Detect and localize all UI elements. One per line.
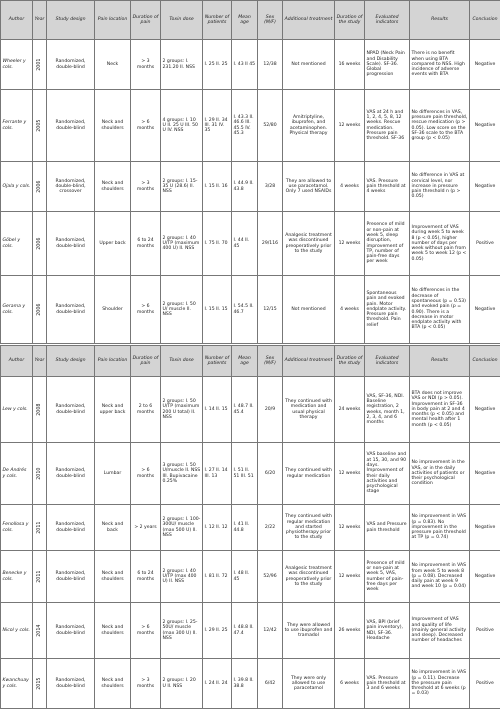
year-cell: [33, 40, 47, 90]
study-duration-cell: 4 weeks: [335, 162, 365, 212]
toxin-dose-cell: 2 groups: I. 40 U/TP (maximum 400 U) II. NSS: [161, 212, 203, 276]
header-year: Year: [33, 346, 47, 377]
study-duration-cell: 12 weeks: [335, 90, 365, 162]
author-cell: Fenollosa y cols.: [1, 505, 33, 551]
mean-age-cell: I. 51 II. 51 III. 51: [232, 443, 258, 505]
study-duration-cell: 12 weeks: [335, 443, 365, 505]
header-conclusion: Conclusion: [470, 346, 500, 377]
table-row: [1, 90, 500, 162]
mean-age-cell: I. 44.9 II. 43.8: [232, 162, 258, 212]
conclusion-cell: Negative: [470, 162, 500, 212]
duration-of-pain-cell: > 3 months: [131, 40, 161, 90]
additional-treatment-cell: Analgesic treatment was discontinued preoperatively prior to the study: [283, 551, 335, 603]
duration-of-pain-cell: > 6 months: [131, 276, 161, 344]
patients-cell: I. 29 II. 25: [203, 603, 232, 659]
results-cell: Improvement of VAS during week 5 to week 8 (p < 0.05), higher number of days per week without pain from week 5 to week 12 (p < 0.05): [410, 212, 470, 276]
additional-treatment-cell: They are allowed to use paracetamol. Only 7 used NSAIDs: [283, 162, 335, 212]
author-cell: Gerama y cols.: [1, 276, 33, 344]
patients-cell: I. 75 II. 70: [203, 212, 232, 276]
mean-age-cell: I. 43 II 45: [232, 40, 258, 90]
author-cell: Wheeler y cols.: [1, 40, 33, 90]
additional-treatment-cell: They continued with medication and usual physical therapy: [283, 377, 335, 443]
evaluated-indicators-cell: VAS and Pressure pain threshold: [365, 505, 410, 551]
year-label: 2006: [37, 303, 42, 316]
conclusion-cell: Positive: [470, 603, 500, 659]
header-study-design: Study design: [47, 1, 95, 40]
conclusion-cell: Negative: [470, 276, 500, 344]
additional-treatment-cell: Not mentioned: [283, 40, 335, 90]
header-mean-age: Mean age: [232, 346, 258, 377]
results-cell: There is no benefit when using BTA compared to NSS. High incidence of adverse events with BTA: [410, 40, 470, 90]
duration-of-pain-cell: > 6 months: [131, 443, 161, 505]
table-row: [1, 505, 500, 551]
mean-age-cell: I. 54.5 II. 46.7: [232, 276, 258, 344]
year-cell: [33, 377, 47, 443]
study-duration-cell: 26 weeks: [335, 603, 365, 659]
study-duration-cell: 16 weeks: [335, 40, 365, 90]
mean-age-cell: I. 48.7 II. 45.4: [232, 377, 258, 443]
sex-cell: 52/80: [258, 90, 283, 162]
mean-age-cell: I. 39.8 II. 38.8: [232, 659, 258, 709]
studies-table-a: [0, 0, 500, 344]
study-design-cell: Randomized, double-blind: [47, 276, 95, 344]
study-design-cell: Randomized, double-blind: [47, 40, 95, 90]
duration-of-pain-cell: > 3 months: [131, 162, 161, 212]
table-row: [1, 212, 500, 276]
evaluated-indicators-cell: VAS, SF-36, NDI. Baseline registration, 2 weeks, month 1, 2, 3, 4, and 6 months: [365, 377, 410, 443]
header-mean-age: Mean age: [232, 1, 258, 40]
author-cell: Nicol y cols.: [1, 603, 33, 659]
duration-of-pain-cell: > 6 months: [131, 603, 161, 659]
patients-cell: I. 12 II. 12: [203, 505, 232, 551]
duration-of-pain-cell: 2 to 6 months: [131, 377, 161, 443]
study-duration-cell: 12 weeks: [335, 551, 365, 603]
year-cell: [33, 212, 47, 276]
header-duration-of-study: Duration of the study: [335, 1, 365, 40]
study-design-cell: Randomized, double-blind: [47, 603, 95, 659]
additional-treatment-cell: Not mentioned: [283, 276, 335, 344]
pain-location-cell: Shoulder: [95, 276, 131, 344]
pain-location-cell: Neck and shoulders: [95, 90, 131, 162]
results-cell: No differences in VAS, pressure pain threshold, rescue medication (p > 0.05). Low score on the SF-36 scale to the BTA group (p < 0.05): [410, 90, 470, 162]
year-label: 2014: [37, 624, 42, 637]
table-row: [1, 162, 500, 212]
evaluated-indicators-cell: Presence of mild or non-pain at week 5, VAS, number of pain-free days per week: [365, 551, 410, 603]
header-duration-of-pain: Duration of pain: [131, 346, 161, 377]
pain-location-cell: Lumbar: [95, 443, 131, 505]
patients-cell: I. 14 II. 15: [203, 377, 232, 443]
year-label: 2008: [37, 403, 42, 416]
evaluated-indicators-cell: VAS baseline and at 15, 30, and 90 days. Improvement of their daily activities and psychological stage: [365, 443, 410, 505]
mean-age-cell: I. 48 II. 45: [232, 551, 258, 603]
results-cell: No improvement in VAS from week 5 to week 8 (p = 0.08). Decreased daily pain at week 9 and week 10 (p = 0.04): [410, 551, 470, 603]
header-additional-treatment: Additional treatment: [283, 346, 335, 377]
table-row: [1, 603, 500, 659]
additional-treatment-cell: Analgesic treatment was discontinued preoperatively prior to the study: [283, 212, 335, 276]
header-sex: Sex (M/F): [258, 346, 283, 377]
duration-of-pain-cell: 6 to 24 months: [131, 551, 161, 603]
header-results: Results: [410, 346, 470, 377]
pain-location-cell: Neck and back: [95, 505, 131, 551]
year-label: 2006: [37, 237, 42, 250]
conclusion-cell: Negative: [470, 443, 500, 505]
evaluated-indicators-cell: Spontaneous pain and evoked pain. Motor endplate activity. Pressure pain threshold. Pain relief: [365, 276, 410, 344]
additional-treatment-cell: Amitriptyline, ibuprofen, and acetaminophen. Physical therapy: [283, 90, 335, 162]
study-design-cell: Randomized, double-blind, crossover: [47, 162, 95, 212]
header-toxin-dose: Toxin dose: [161, 346, 203, 377]
patients-cell: I. 15 II. 16: [203, 162, 232, 212]
patients-cell: I. 25 II. 25: [203, 40, 232, 90]
study-duration-cell: 6 weeks: [335, 659, 365, 709]
year-label: 2001: [37, 58, 42, 71]
results-cell: No difference in VAS at cervical level, nor increase in pressure pain threshold n (p > 0.05): [410, 162, 470, 212]
sex-cell: 3/28: [258, 162, 283, 212]
patients-cell: I. 24 II. 24: [203, 659, 232, 709]
evaluated-indicators-cell: VAS. Pressure pain threshold at 4 weeks: [365, 162, 410, 212]
duration-of-pain-cell: 6 to 24 months: [131, 212, 161, 276]
toxin-dose-cell: 2 groups: I. 15-35 U (28.6) II. NSS: [161, 162, 203, 212]
study-duration-cell: 4 weeks: [335, 276, 365, 344]
table-row: [1, 659, 500, 709]
table-header-row: [1, 1, 500, 40]
additional-treatment-cell: They were allowed to use ibuprofen and tramadol: [283, 603, 335, 659]
author-cell: Göbel y cols.: [1, 212, 33, 276]
header-evaluated-indicators: Evaluated indicators: [365, 346, 410, 377]
toxin-dose-cell: 2 groups: I. 40 U/TP (max 400 U) II. NSS: [161, 551, 203, 603]
sex-cell: 2/22: [258, 505, 283, 551]
year-cell: [33, 90, 47, 162]
year-label: 2005: [37, 119, 42, 132]
year-label: 2015: [37, 677, 42, 690]
header-author: Author: [1, 346, 33, 377]
study-design-cell: Randomized, double-blind: [47, 90, 95, 162]
evaluated-indicators-cell: Presence of mild or non-pain at week 5, sleep disruption, improvement of TP, number of pain-free days per week: [365, 212, 410, 276]
evaluated-indicators-cell: VAS, BPI (brief pain inventory), NDI, SF-36. Headache: [365, 603, 410, 659]
header-author: Author: [1, 1, 33, 40]
duration-of-pain-cell: > 3 months: [131, 659, 161, 709]
sex-cell: 12/15: [258, 276, 283, 344]
results-cell: No improvement in the VAS, or in the daily activities of patients or their psychological condition: [410, 443, 470, 505]
table-header-row: [1, 346, 500, 377]
results-cell: BTA does not improve VAS or NDI (p > 0.05). Improvement in SF-36 in body pain at 2 and 4 months (p < 0.05) and mental health after 1 month (p < 0.05): [410, 377, 470, 443]
sex-cell: 6/20: [258, 443, 283, 505]
patients-cell: I. 29 II. 34 III. 31 IV. 35: [203, 90, 232, 162]
mean-age-cell: I. 41 II. 44.8: [232, 505, 258, 551]
header-additional-treatment: Additional treatment: [283, 1, 335, 40]
toxin-dose-cell: 2 groups: I. 25-50U/ muscle (max 300 U) II. NSS: [161, 603, 203, 659]
header-year: Year: [33, 1, 47, 40]
header-duration-of-pain: Duration of pain: [131, 1, 161, 40]
additional-treatment-cell: They were only allowed to use paracetamol: [283, 659, 335, 709]
conclusion-cell: Negative: [470, 551, 500, 603]
results-cell: No improvement in VAS (p = 0.83). No improvement in the pressure pain threshold at TP (p = 0.74): [410, 505, 470, 551]
author-cell: Ferrante y cols.: [1, 90, 33, 162]
sex-cell: 52/96: [258, 551, 283, 603]
additional-treatment-cell: They continued with regular medication and started physiotherapy prior to the study: [283, 505, 335, 551]
study-design-cell: Randomized, double-blind: [47, 551, 95, 603]
table-row: [1, 551, 500, 603]
header-pain-location: Pain location: [95, 346, 131, 377]
header-conclusion: Conclusion: [470, 1, 500, 40]
mean-age-cell: I. 43.3 II. 46.6 III. 45.5 IV. 45.3: [232, 90, 258, 162]
study-design-cell: Randomized, double-blind: [47, 659, 95, 709]
study-duration-cell: 12 weeks: [335, 212, 365, 276]
header-results: Results: [410, 1, 470, 40]
evaluated-indicators-cell: VAS at 24 h and 1, 2, 4, 5, 8, 12 weeks. Rescue medication. Pressure pain threshold. SF-36: [365, 90, 410, 162]
author-cell: De Andrés y cols.: [1, 443, 33, 505]
year-cell: [33, 603, 47, 659]
study-design-cell: Randomized, double-blind: [47, 377, 95, 443]
header-duration-of-study: Duration of the study: [335, 346, 365, 377]
study-duration-cell: 24 weeks: [335, 377, 365, 443]
toxin-dose-cell: 2 groups: I. 20 U II. NSS: [161, 659, 203, 709]
evaluated-indicators-cell: NPAD (Neck Pain and Disability Scale). SF-36. Global progression: [365, 40, 410, 90]
author-cell: Benecke y cols.: [1, 551, 33, 603]
pain-location-cell: Neck and shoulders: [95, 551, 131, 603]
patients-cell: I. 81 II. 72: [203, 551, 232, 603]
author-cell: Ojala y cols.: [1, 162, 33, 212]
year-cell: [33, 162, 47, 212]
table-row: [1, 443, 500, 505]
pain-location-cell: Neck and shoulders: [95, 659, 131, 709]
mean-age-cell: I. 44 II. 45: [232, 212, 258, 276]
sex-cell: 29/116: [258, 212, 283, 276]
results-cell: No differences in the decrease of spontaneous (p = 0.53) and evoked pain (p = 0.90). There is a decrease in motor endplate activity with BTA (p < 0.05): [410, 276, 470, 344]
additional-treatment-cell: They continued with regular medication: [283, 443, 335, 505]
table-row: [1, 40, 500, 90]
year-label: 2011: [37, 570, 42, 583]
results-cell: No improvement in VAS (p = 0.11). Decrease the pressure pain threshold at 6 weeks (p = 0.03): [410, 659, 470, 709]
study-design-cell: Randomized, double-blind: [47, 505, 95, 551]
year-label: 2011: [37, 521, 42, 534]
sex-cell: 20/9: [258, 377, 283, 443]
year-label: 2010: [37, 467, 42, 480]
year-cell: [33, 276, 47, 344]
table-row: [1, 276, 500, 344]
conclusion-cell: Positive: [470, 212, 500, 276]
header-pain-location: Pain location: [95, 1, 131, 40]
year-label: 2006: [37, 180, 42, 193]
author-cell: Lew y cols.: [1, 377, 33, 443]
study-design-cell: Randomized, double-blind: [47, 443, 95, 505]
conclusion-cell: Negative: [470, 505, 500, 551]
patients-cell: I. 27 II. 14 III. 13: [203, 443, 232, 505]
header-number-of-patients: Number of patients: [203, 346, 232, 377]
study-duration-cell: 12 weeks: [335, 505, 365, 551]
conclusion-cell: Positive: [470, 659, 500, 709]
toxin-dose-cell: 4 groups: I. 10 U II. 25 U III. 50 U IV. NSS: [161, 90, 203, 162]
duration-of-pain-cell: > 2 years: [131, 505, 161, 551]
evaluated-indicators-cell: VAS. Pressure pain threshold at 3 and 6 weeks: [365, 659, 410, 709]
conclusion-cell: Negative: [470, 377, 500, 443]
year-cell: [33, 505, 47, 551]
header-evaluated-indicators: Evaluated indicators: [365, 1, 410, 40]
conclusion-cell: Negative: [470, 40, 500, 90]
studies-table-b: [0, 345, 500, 709]
year-cell: [33, 659, 47, 709]
pain-location-cell: Neck and shoulders: [95, 162, 131, 212]
header-number-of-patients: Number of patients: [203, 1, 232, 40]
pain-location-cell: Neck and shoulders: [95, 603, 131, 659]
table-row: [1, 377, 500, 443]
patients-cell: I. 15 II. 15: [203, 276, 232, 344]
header-sex: Sex (M/F): [258, 1, 283, 40]
conclusion-cell: Negative: [470, 90, 500, 162]
toxin-dose-cell: 2 groups: I. 50 U/TP (maximum 200 U total) II. NSS: [161, 377, 203, 443]
toxin-dose-cell: 2 groups: I. 100-300U/ muscle (max 500 U) II. NSS: [161, 505, 203, 551]
year-cell: [33, 443, 47, 505]
toxin-dose-cell: 2 groups: I. 231.20 II. NSS: [161, 40, 203, 90]
sex-cell: 12/42: [258, 603, 283, 659]
header-study-design: Study design: [47, 346, 95, 377]
results-cell: Improvement of VAS and quality of life (mainly general activity and sleep). Decreased number of headaches: [410, 603, 470, 659]
year-cell: [33, 551, 47, 603]
sex-cell: 12/38: [258, 40, 283, 90]
toxin-dose-cell: 2 groups: I. 50 U/ muscle II. NSS: [161, 276, 203, 344]
mean-age-cell: I. 48.8 II. 47.4: [232, 603, 258, 659]
author-cell: Kwanchuay y cols.: [1, 659, 33, 709]
sex-cell: 6/42: [258, 659, 283, 709]
study-design-cell: Randomized, double-blind: [47, 212, 95, 276]
toxin-dose-cell: 3 groups: I. 50 U/muscle II. NSS III. Bupivacaine 0.25%: [161, 443, 203, 505]
pain-location-cell: Upper back: [95, 212, 131, 276]
header-toxin-dose: Toxin dose: [161, 1, 203, 40]
duration-of-pain-cell: > 6 months: [131, 90, 161, 162]
pain-location-cell: Neck and upper back: [95, 377, 131, 443]
pain-location-cell: Neck: [95, 40, 131, 90]
